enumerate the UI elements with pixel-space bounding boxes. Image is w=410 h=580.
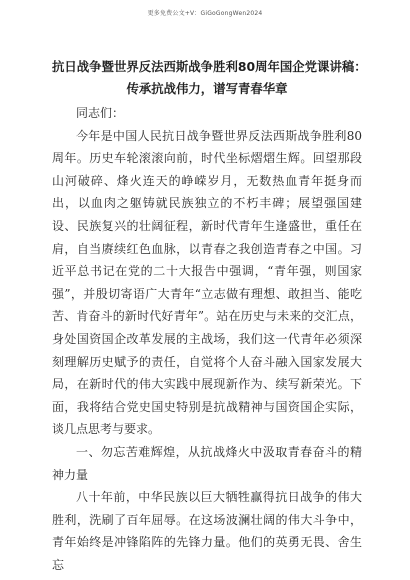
title-line-2: 传承抗战伟力，谱写青春华章: [126, 81, 288, 96]
title-line-1: 抗日战争暨世界反法西斯战争胜利80周年国企党课讲稿：: [52, 59, 367, 74]
section-1-paragraph: 八十年前，中华民族以巨大牺牲赢得抗日战争的伟大胜利，洗刷了百年屈辱。在这场波澜壮阔的伟大斗争中，青年始终是冲锋陷阵的先锋力量。他们的英勇无畏、舍生忘: [52, 490, 362, 572]
intro-paragraph: 今年是中国人民抗日战争暨世界反法西斯战争胜利80周年。历史车轮滚滚向前，时代坐标熠熠生辉。回望那段山河破碎、烽火连天的峥嵘岁月，无数热血青年挺身而出，以血肉之躯铸就民族独立的不朽丰碑；展望强国建设、民族复兴的壮阔征程，新时代青年生逢盛世，重任在肩，自当赓续红色血脉，以青春之我创造青春之中国。习近平总书记在党的二十大报告中强调，“青年强，则国家强”，并殷切寄语广大青年“立志做有理想、敢担当、能吃苦、肯奋斗的新时代好青年”。站在历史与未来的交汇点，身处国资国企改革发展的主战场，我们这一代青年必须深刻理解历史赋予的责任，自觉将个人奋斗融入国家发展大局，在新时代的伟大实践中展现新作为、续写新荣光。下面，我将结合党史国史特别是抗战精神与国资国企实际，谈几点思考与要求。: [52, 128, 362, 437]
salutation: 同志们：: [76, 106, 125, 120]
document-body: [52, 102, 362, 576]
document-title: [52, 56, 367, 100]
section-heading-1: 一、勿忘苦难辉煌，从抗战烽火中汲取青春奋斗的精神力量: [52, 444, 362, 482]
header-note: 更多免费公文+V：GiGoGongWen2024: [147, 10, 263, 17]
